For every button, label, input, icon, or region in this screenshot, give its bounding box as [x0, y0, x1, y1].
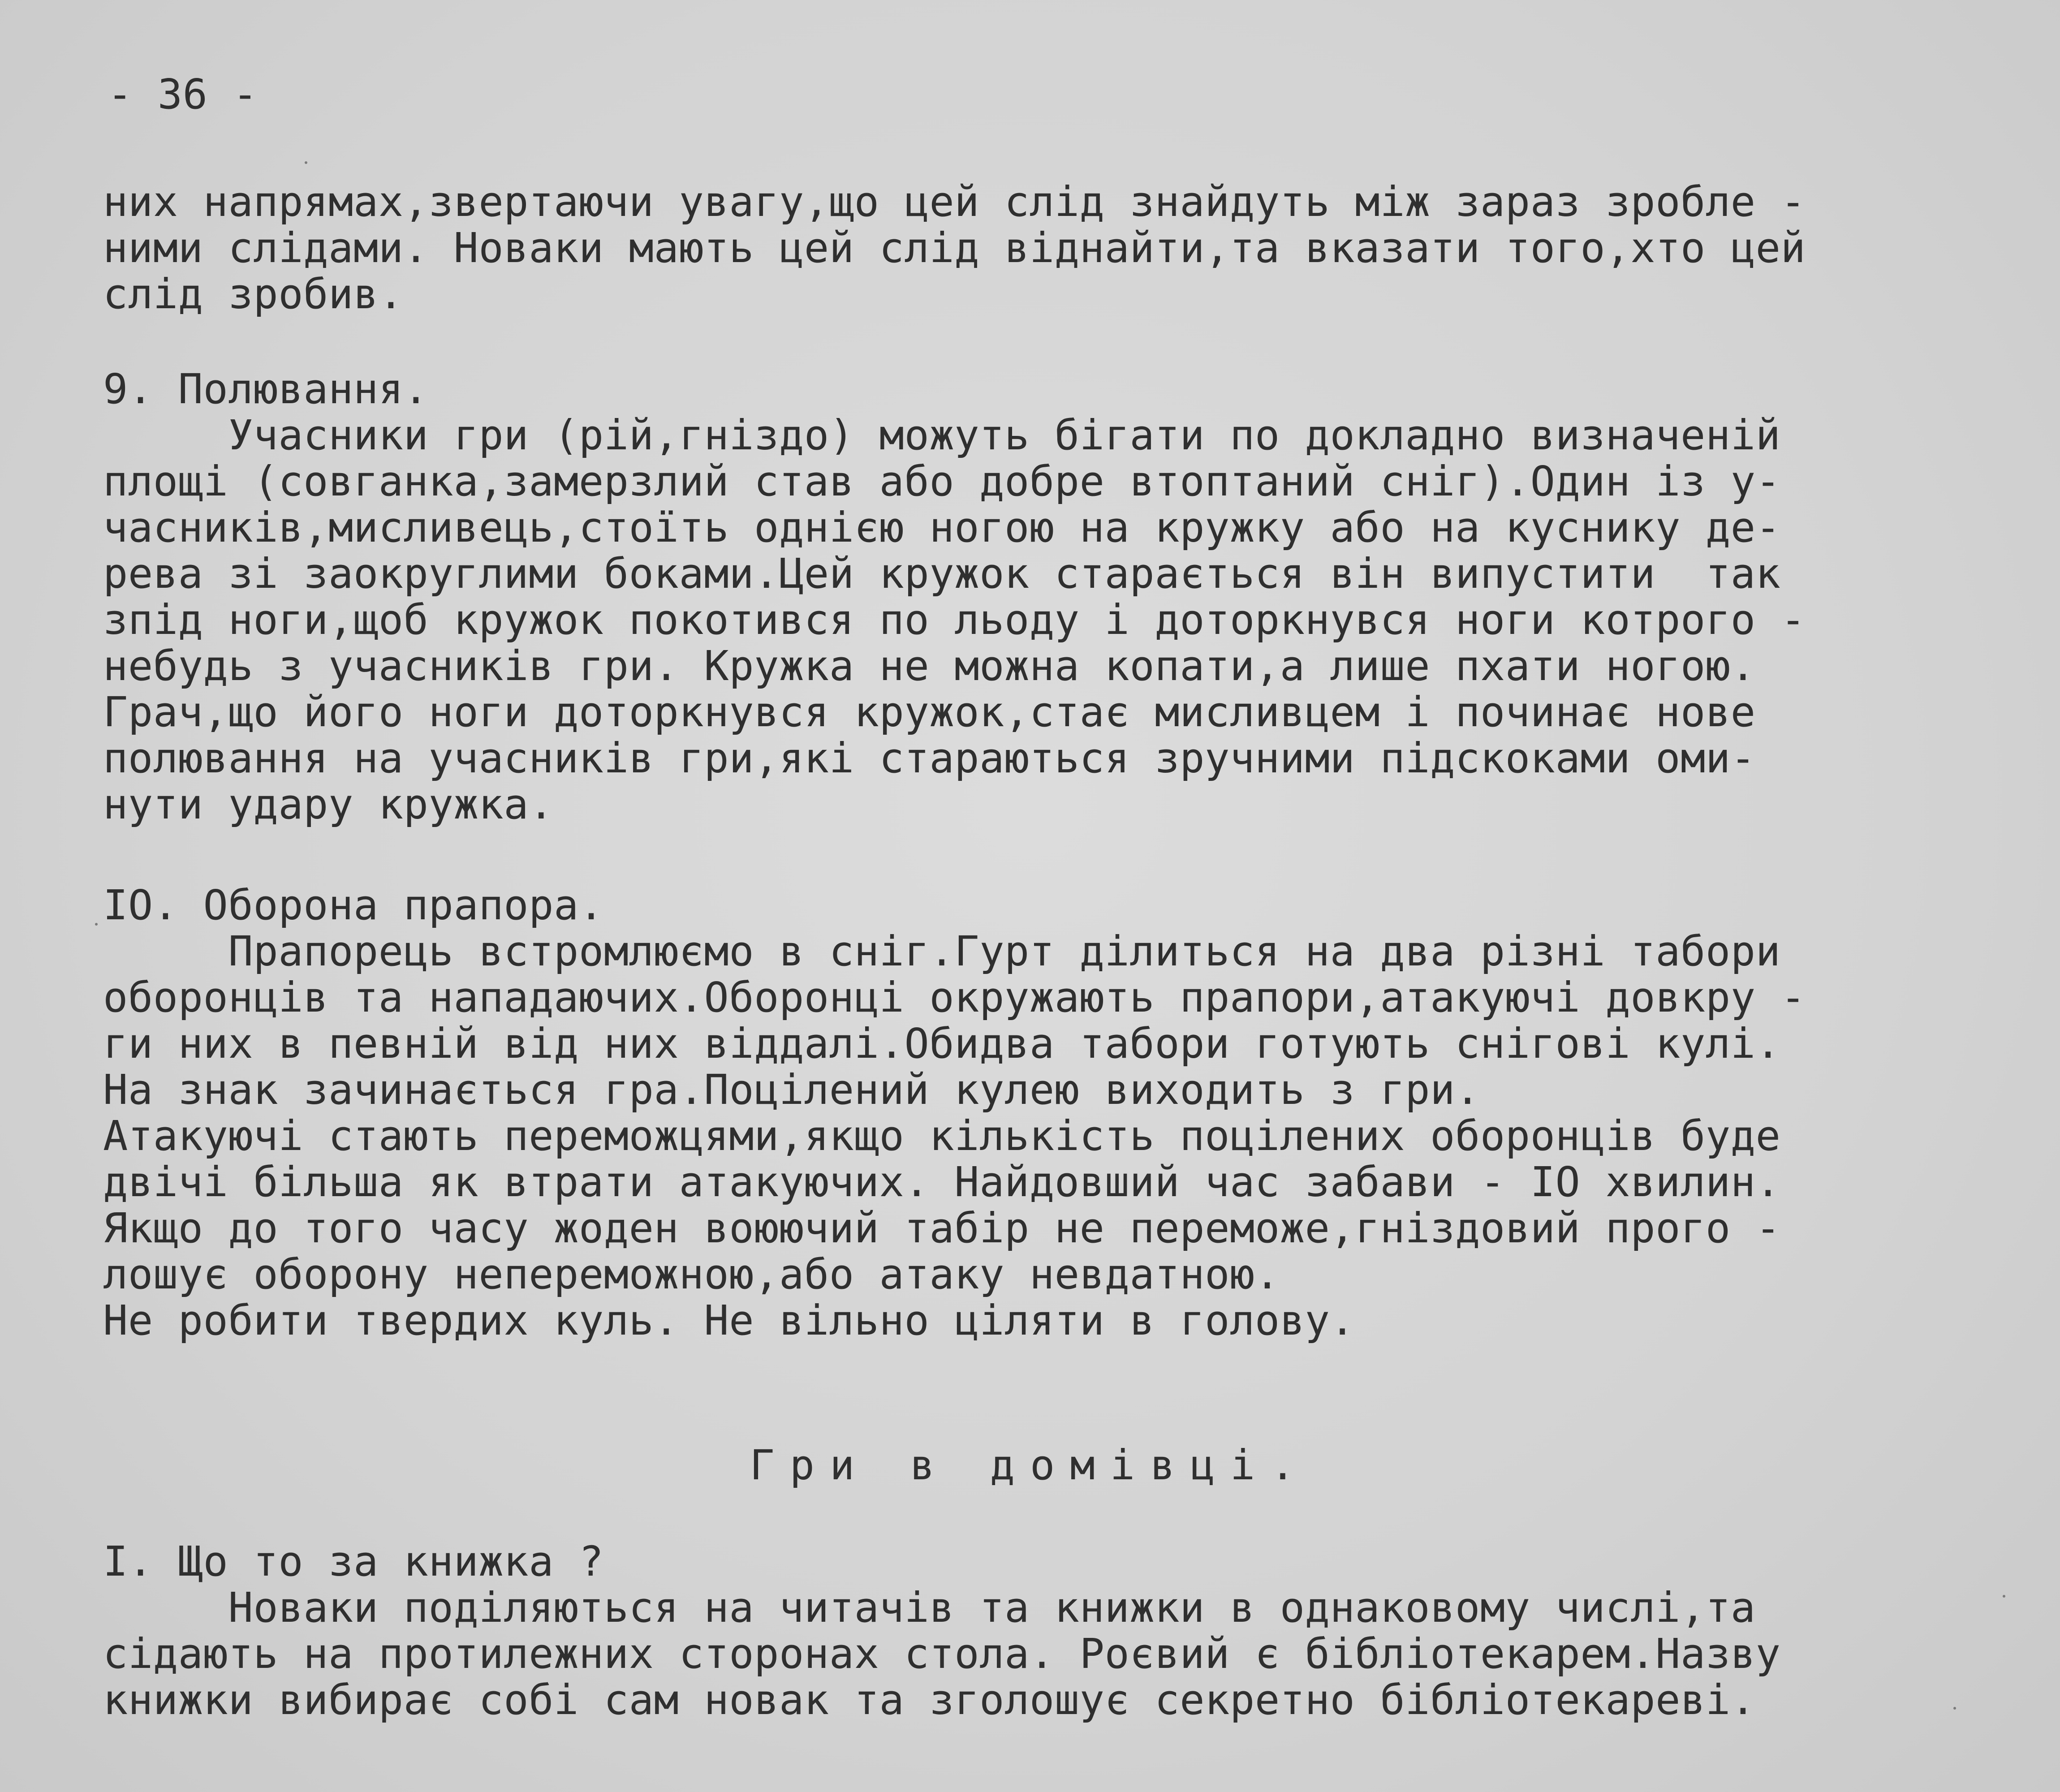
scan-speck [95, 923, 98, 926]
text-line: На знак зачинається гра.Поцілений кулею виходить з гри. [103, 1066, 1480, 1114]
text-line: слід зробив. [103, 270, 404, 318]
section-title: Гри в домівці. [750, 1441, 1310, 1489]
text-line: часників,мисливець,стоїть однією ногою на кружку або на куснику де- [103, 504, 1781, 551]
text-line: Атакуючі стають переможцями,якщо кількість поцілених оборонців буде [103, 1112, 1781, 1160]
scan-speck [305, 161, 307, 164]
text-line: оборонців та нападаючих.Оборонці окружають прапори,атакуючі довкру - [103, 974, 1806, 1021]
scan-speck [2003, 1595, 2005, 1598]
text-line: рева зі заокруглими боками.Цей кружок старається він випустити так [103, 550, 1781, 598]
page-number: - 36 - [108, 70, 258, 118]
text-line: ги них в певній від них віддалі.Обидва табори готують снігові кулі. [103, 1020, 1781, 1068]
text-line: Якщо до того часу жоден воюючий табір не переможе,гніздовий прого - [103, 1204, 1781, 1252]
text-line: нути удару кружка. [103, 780, 554, 828]
text-line: лошує оборону непереможною,або атаку невдатною. [103, 1250, 1280, 1298]
text-line: книжки вибирає собі сам новак та зголошує секретно бібліотекареві. [103, 1676, 1756, 1724]
text-line: Новаки поділяються на читачів та книжки в однаковому числі,та [103, 1584, 1756, 1632]
text-line: них напрямах,звертаючи увагу,що цей слід знайдуть між зараз зробле - [103, 178, 1806, 226]
text-line: небудь з учасників гри. Кружка не можна копати,а лише пхати ногою. [103, 642, 1756, 690]
text-line: зпід ноги,щоб кружок покотився по льоду і доторкнувся ноги котрого - [103, 596, 1806, 644]
text-line: полювання на учасників гри,які стараються зручними підскоками оми- [103, 734, 1756, 782]
text-line: Прапорець встромлюємо в сніг.Гурт ділиться на два різні табори [103, 927, 1781, 975]
text-line: сідають на протилежних сторонах стола. Роєвий є бібліотекарем.Назву [103, 1630, 1781, 1678]
scan-speck [1953, 1707, 1956, 1710]
text-line: ними слідами. Новаки мають цей слід віднайти,та вказати того,хто цей [103, 224, 1806, 272]
text-line: двічі більша як втрати атакуючих. Найдовший час забави - IO хвилин. [103, 1158, 1781, 1206]
text-line: Учасники гри (рій,гніздо) можуть бігати по докладно визначеній [103, 411, 1781, 459]
text-line: Грач,що його ноги доторкнувся кружок,стає мисливцем і починає нове [103, 688, 1756, 736]
section-heading: IO. Оборона прапора. [103, 881, 604, 929]
text-line: площі (совганка,замерзлий став або добре втоптаний сніг).Один із у- [103, 457, 1781, 505]
section-heading: 9. Полювання. [103, 365, 429, 413]
section-heading: I. Що то за книжка ? [103, 1538, 604, 1585]
text-line: Не робити твердих куль. Не вільно ціляти в голову. [103, 1297, 1355, 1344]
